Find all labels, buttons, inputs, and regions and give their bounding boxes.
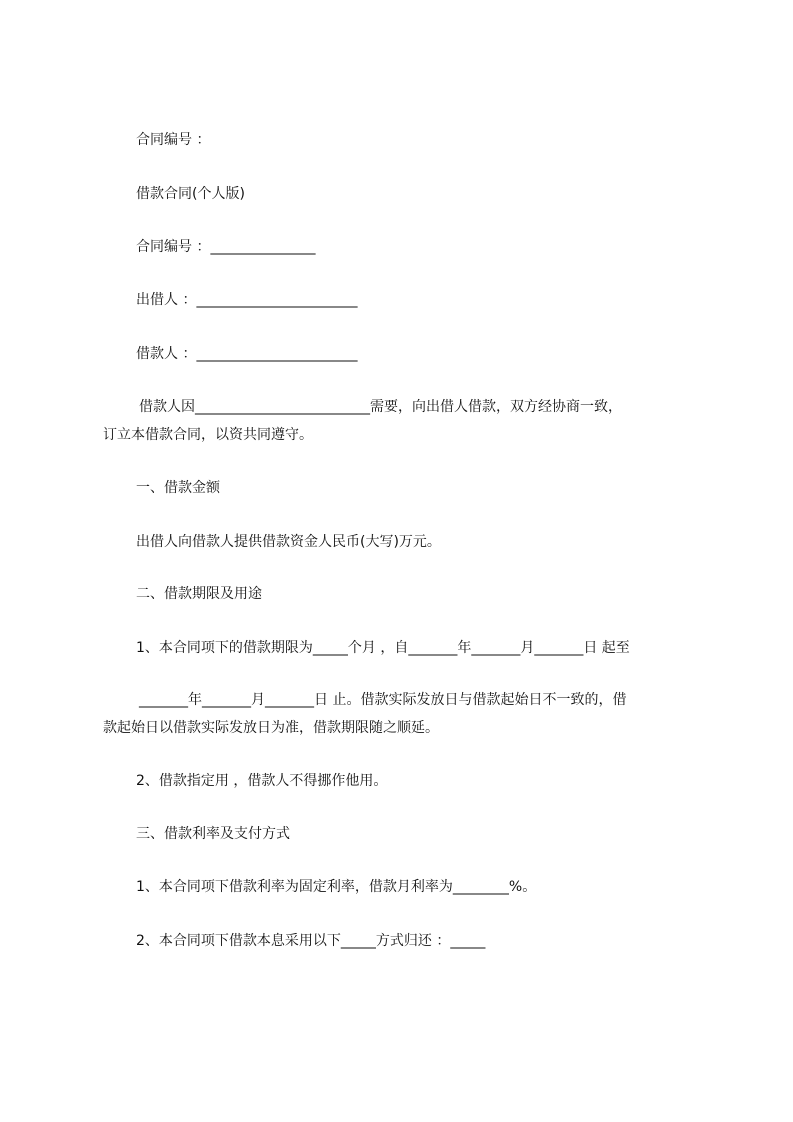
section-3-item-1: 1、本合同项下借款利率为固定利率，借款月利率为________%。 — [136, 879, 537, 895]
lender-field: 出借人 ：_______________________ — [136, 292, 358, 308]
section-1-text: 出借人向借款人提供借款资金人民币(大写)万元。 — [136, 534, 441, 550]
intro-paragraph-line-2: 订立本借款合同，以资共同遵守。 — [103, 427, 313, 443]
section-2-item-1-line-3: 款起始日以借款实际发放日为准，借款期限随之顺延。 — [103, 720, 439, 736]
section-2-heading: 二、借款期限及用途 — [136, 586, 262, 602]
section-3-heading: 三、借款利率及支付方式 — [136, 826, 290, 842]
section-1-heading: 一、借款金额 — [136, 480, 220, 496]
borrower-field: 借款人 ：_______________________ — [136, 346, 358, 362]
contract-number-field: 合同编号 ：_______________ — [136, 239, 316, 255]
contract-number-header: 合同编号 ： — [136, 132, 211, 148]
section-2-item-1-line-2: _______年_______月_______日 止。借款实际发放日与借款起始日不一致的，借 — [139, 692, 627, 708]
section-2-item-2: 2、借款指定用 ，借款人不得挪作他用。 — [136, 773, 388, 789]
document-title: 借款合同(个人版) — [136, 186, 245, 202]
intro-paragraph-line-1: 借款人因_________________________需要，向出借人借款，双方经协商一致， — [139, 399, 622, 415]
section-3-item-2: 2、本合同项下借款本息采用以下_____方式归还 ：_____ — [136, 933, 486, 949]
section-2-item-1-line-1: 1、本合同项下的借款期限为_____个月 ，自_______年_______月_______日 起至 — [136, 640, 630, 656]
